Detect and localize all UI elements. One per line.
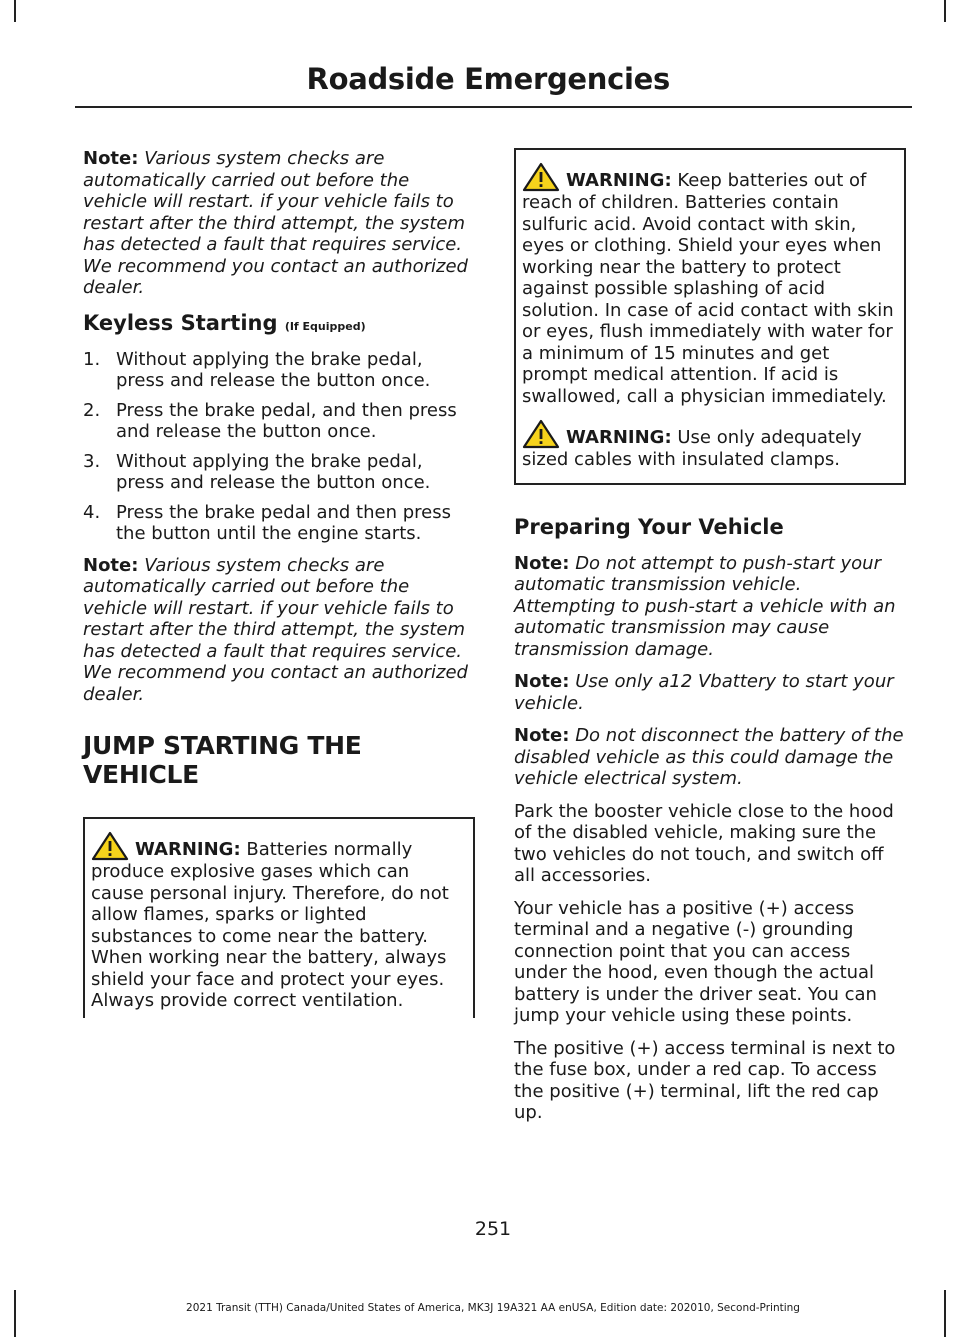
step-text: Without applying the brake pedal, press and release the button once. bbox=[116, 348, 431, 391]
warning-label: WARNING: bbox=[566, 170, 672, 191]
page-header-title: Roadside Emergencies bbox=[306, 62, 670, 96]
preparing-vehicle-heading: Preparing Your Vehicle bbox=[514, 514, 784, 539]
warning-explosive-gases bbox=[91, 831, 465, 1012]
crop-mark-top-left bbox=[14, 0, 16, 22]
warning-triangle-icon bbox=[522, 162, 560, 192]
list-item bbox=[83, 349, 475, 392]
note-push-start bbox=[514, 553, 906, 661]
warning-label: WARNING: bbox=[566, 427, 672, 448]
step-number: 3. bbox=[83, 450, 101, 472]
warning-keep-batteries bbox=[522, 162, 896, 407]
keyless-starting-qualifier: (If Equipped) bbox=[284, 319, 366, 333]
list-item bbox=[83, 400, 475, 443]
keyless-starting-title: Keyless Starting bbox=[83, 310, 278, 335]
note-label: Note: bbox=[83, 554, 139, 576]
step-number: 1. bbox=[83, 348, 101, 370]
step-text: Press the brake pedal, and then press and release the button once. bbox=[116, 399, 457, 442]
warning-box-batteries bbox=[514, 148, 906, 485]
step-text: Press the brake pedal and then press the button until the engine starts. bbox=[116, 501, 451, 544]
list-item bbox=[83, 451, 475, 494]
step-number: 2. bbox=[83, 399, 101, 421]
warning-text: Keep batteries out of reach of children. Batteries contain sulfuric acid. Avoid contact with skin, eyes or clothing. Shield your eyes when working near the battery to protect against possible splashing of acid solution. In case of acid contact with skin or eyes, flush immediately with water for a minimum of 15 minutes and get prompt medical attention. If acid is swallowed, call a physician immediately. bbox=[522, 170, 894, 407]
right-column bbox=[514, 148, 906, 1135]
note-system-checks-2 bbox=[83, 555, 475, 706]
note-label: Note: bbox=[514, 725, 570, 746]
list-item bbox=[83, 502, 475, 545]
note-text: Various system checks are automatically carried out before the vehicle will restart. if your vehicle fails to restart after the third attempt, the system has detected a fault that requires service. We recommend you contact an authorized dealer. bbox=[83, 554, 468, 705]
warning-triangle-icon bbox=[522, 419, 560, 449]
warning-text: Batteries normally produce explosive gases which can cause personal injury. Therefore, do not allow flames, sparks or lighted substances to come near the battery. When working near the battery, always shield your face and protect your eyes. Always provide correct ventilation. bbox=[91, 839, 449, 1011]
crop-mark-top-right bbox=[944, 0, 946, 22]
note-label: Note: bbox=[514, 671, 570, 692]
note-text: Do not disconnect the battery of the disabled vehicle as this could damage the vehicle electrical system. bbox=[514, 725, 904, 789]
warning-triangle-icon bbox=[91, 831, 129, 861]
keyless-starting-heading bbox=[83, 311, 475, 335]
header-divider bbox=[75, 106, 912, 108]
paragraph-positive-terminal: The positive (+) access terminal is next to the fuse box, under a red cap. To access the positive (+) terminal, lift the red cap up. bbox=[514, 1037, 896, 1123]
page-footer: 2021 Transit (TTH) Canada/United States of America, MK3J 19A321 AA enUSA, Edition date: 202010, Second-Printing bbox=[186, 1302, 800, 1314]
note-text: Do not attempt to push-start your automatic transmission vehicle. Attempting to push-start a vehicle with an automatic transmission may cause transmission damage. bbox=[514, 552, 896, 660]
keyless-steps-list bbox=[83, 349, 475, 545]
page-number: 251 bbox=[474, 1218, 512, 1240]
jump-starting-heading: JUMP STARTING THE VEHICLE bbox=[83, 731, 362, 789]
step-number: 4. bbox=[83, 501, 101, 523]
note-do-not-disconnect bbox=[514, 725, 906, 790]
note-text: Various system checks are automatically carried out before the vehicle will restart. if your vehicle fails to restart after the third attempt, the system has detected a fault that requires service. We recommend you contact an authorized dealer. bbox=[83, 148, 468, 298]
warning-cables bbox=[522, 419, 896, 471]
left-column bbox=[83, 148, 475, 1032]
paragraph-access-terminal: Your vehicle has a positive (+) access terminal and a negative (-) grounding connection point that you can access under the hood, even though the actual battery is under the driver seat. You can jump your vehicle using these points. bbox=[514, 897, 877, 1026]
note-system-checks bbox=[83, 148, 475, 299]
step-text: Without applying the brake pedal, press and release the button once. bbox=[116, 450, 431, 493]
note-label: Note: bbox=[83, 148, 139, 169]
warning-text: Use only adequately sized cables with insulated clamps. bbox=[522, 427, 862, 470]
note-battery-voltage bbox=[514, 671, 906, 714]
note-text: Use only a12 Vbattery to start your vehicle. bbox=[514, 671, 894, 714]
warning-box-explosive-gases bbox=[83, 817, 475, 1018]
note-label: Note: bbox=[514, 552, 570, 574]
warning-label: WARNING: bbox=[135, 839, 241, 860]
paragraph-park-booster: Park the booster vehicle close to the hood of the disabled vehicle, making sure the two vehicles do not touch, and switch off all accessories. bbox=[514, 800, 894, 886]
